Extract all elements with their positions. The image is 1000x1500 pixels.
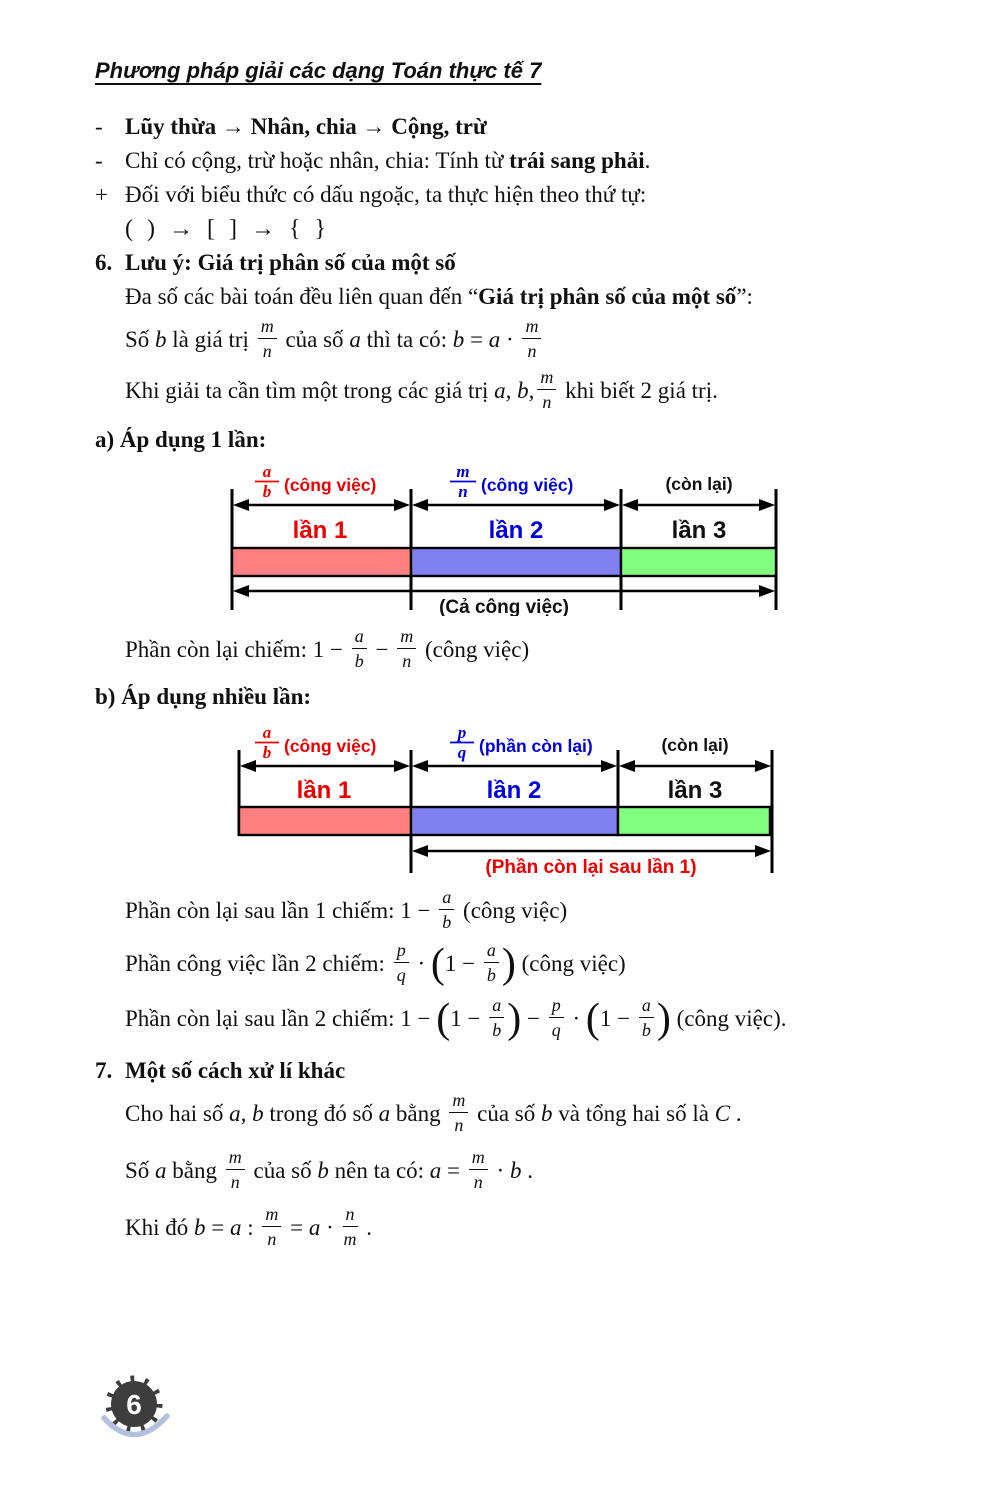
text-run: Giá trị phân số của một số (478, 284, 737, 309)
formula-work-round-2 (125, 940, 950, 987)
text-run: Cho hai số (125, 1100, 230, 1126)
math-var: a, b (229, 1100, 264, 1126)
bar-lan-2 (411, 548, 621, 576)
text-run: 1 − (599, 1005, 636, 1031)
math-fraction: $\frac{a}{b}$ (439, 888, 454, 931)
text-run: 1 − (400, 897, 437, 923)
fraction-numerator: a (262, 464, 272, 481)
section-6-heading (95, 246, 950, 280)
math-fraction: $\frac{a}{b}$ (639, 996, 654, 1039)
close-paren: ) (656, 995, 671, 1042)
segment-1-label (255, 464, 376, 501)
text-run: trái sang phải (509, 148, 645, 173)
text-run: · (411, 950, 431, 976)
math-fraction: $\frac{a}{b}$ (484, 941, 499, 984)
section-number: 6. (95, 250, 113, 275)
fraction-denominator: b (262, 482, 272, 501)
text-run: của số (247, 1157, 318, 1183)
bar-lan-1 (232, 548, 411, 576)
text-run: bằng (166, 1157, 223, 1183)
text-run: thì ta có: (360, 326, 453, 352)
text-run: 1 − (450, 1005, 487, 1031)
lan-1-label: lần 1 (292, 517, 348, 544)
text-run: · (320, 1214, 340, 1240)
text-run: : (241, 1214, 260, 1240)
text-run: = (205, 1214, 230, 1240)
text-run: Chỉ có cộng, trừ hoặc nhân, chia: Tính từ (125, 148, 510, 173)
segment-arrows (240, 760, 771, 772)
text-run: Số (125, 326, 156, 352)
text-run: Đa số các bài toán đều liên quan đến “ (125, 284, 479, 309)
segment-3-label: (còn lại) (665, 474, 733, 494)
text-run: của số (279, 326, 350, 352)
math-fraction: $\frac{a}{b}$ (489, 996, 504, 1039)
work-fraction-diagram-1 (230, 464, 778, 616)
text-run: Phần công việc lần 2 chiếm: (125, 950, 391, 976)
text-run: Phần còn lại sau lần 2 chiếm: (125, 1005, 401, 1031)
text-run: = (284, 1214, 309, 1240)
math-fraction: $\frac{m}{n}$ (226, 1148, 245, 1191)
text-run: 1 − (400, 1005, 437, 1031)
text-run: . (730, 1100, 742, 1126)
segment-caption: (công việc) (284, 475, 377, 495)
lan-2-label: lần 2 (486, 777, 542, 804)
text-run: (công việc) (515, 950, 626, 976)
segment-3-label: (còn lại) (661, 735, 729, 755)
bar-lan-2 (411, 807, 618, 835)
text-run: và tổng hai số là (552, 1100, 715, 1126)
math-var: a (308, 1214, 321, 1240)
text-run: · (490, 1157, 510, 1183)
fraction-denominator: q (457, 743, 467, 762)
bar-lan-3 (621, 548, 776, 576)
math-var: b (155, 326, 167, 352)
math-var: a (429, 1157, 442, 1183)
open-paren: ( (585, 995, 600, 1042)
math-fraction: $\frac{m}{n}$ (522, 317, 541, 360)
text-run: (công việc) (419, 636, 530, 662)
formula-remainder-1 (125, 626, 950, 673)
text-run: Khi đó (125, 1214, 194, 1240)
text-run: = (441, 1157, 466, 1183)
fraction-numerator: a (262, 725, 272, 742)
fraction-numerator: m (456, 464, 470, 481)
text-run: 1 − (312, 636, 349, 662)
segment-1-label (255, 725, 376, 762)
math-fraction: $\frac{m}{n}$ (397, 627, 416, 670)
text-run: . (360, 1214, 373, 1240)
section-7-heading (95, 1054, 950, 1088)
lan-3-label: lần 3 (671, 517, 727, 544)
math-var: a (488, 326, 501, 352)
math-var: b (509, 1157, 522, 1183)
open-paren: ( (430, 940, 445, 987)
section-title: Một số cách xử lí khác (125, 1058, 346, 1083)
text-run: . (644, 148, 651, 173)
math-fraction: $\frac{p}{q}$ (549, 996, 564, 1039)
math-var: b (194, 1214, 206, 1240)
text-run: Số (125, 1157, 156, 1183)
math-fraction: $\frac{m}{n}$ (449, 1091, 468, 1134)
bullet-marker: + (95, 182, 108, 207)
text-run: nên ta có: (328, 1157, 430, 1183)
math-fraction: $\frac{m}{n}$ (262, 1205, 281, 1248)
segment-caption: (phần còn lại) (479, 736, 593, 756)
subsection-a-heading: a) Áp dụng 1 lần: (95, 427, 267, 452)
segment-caption: (công việc) (481, 475, 574, 495)
formula-khi-do (125, 1204, 950, 1251)
formula-remainder-after-2 (125, 995, 950, 1042)
whole-work-label: (Cả công việc) (439, 597, 569, 616)
page-header-title: Phương pháp giải các dạng Toán thực tế 7 (95, 58, 542, 83)
text-run: Lũy thừa → Nhân, chia → Cộng, trừ (125, 114, 487, 139)
math-var: a, b, (494, 377, 535, 403)
bullet-marker: - (95, 148, 103, 173)
math-fraction: $\frac{m}{n}$ (258, 317, 277, 360)
text-run: bằng (390, 1100, 447, 1126)
intro-bullet-1 (95, 110, 950, 144)
text-run: 1 − (444, 950, 481, 976)
math-var: b (317, 1157, 329, 1183)
text-run: Phần còn lại chiếm: (125, 636, 313, 662)
text-run: là giá trị (166, 326, 255, 352)
text-run: = (464, 326, 489, 352)
formula-line-so-b (125, 316, 950, 363)
math-var: a (155, 1157, 167, 1183)
math-fraction: $\frac{n}{m}$ (343, 1204, 357, 1249)
formula-so-a-bang (125, 1147, 950, 1194)
text-run: Phần còn lại sau lần 1 chiếm: (125, 897, 401, 923)
formula-cho-hai-so (125, 1090, 950, 1137)
bracket-order-line: ( ) → [ ] → { } (125, 216, 331, 242)
subsection-b-heading: b) Áp dụng nhiều lần: (95, 684, 312, 709)
text-run: khi biết 2 giá trị. (559, 377, 718, 403)
segment-caption: (công việc) (284, 736, 377, 756)
close-paren: ) (501, 940, 516, 987)
text-run: − (521, 1005, 546, 1031)
text-run: − (369, 636, 395, 662)
text-run: · (500, 326, 520, 352)
close-paren: ) (507, 995, 522, 1042)
text-run: (công việc) (457, 897, 568, 923)
work-fraction-diagram-2 (237, 725, 774, 877)
lan-3-label: lần 3 (667, 777, 723, 804)
remainder-arrow (412, 845, 771, 857)
text-run: của số (471, 1100, 541, 1126)
math-fraction: $\frac{p}{q}$ (394, 941, 409, 984)
text-run: Đối với biểu thức có dấu ngoặc, ta thực hiện theo thứ tự: (125, 182, 647, 207)
math-fraction: $\frac{a}{b}$ (352, 627, 367, 670)
intro-bullet-2 (95, 144, 950, 178)
math-var: a (229, 1214, 242, 1240)
fraction-denominator: n (458, 482, 468, 501)
text-run: trong đó số (263, 1100, 379, 1126)
whole-work-arrow (233, 585, 775, 597)
segment-2-label (450, 464, 573, 501)
section-title: Lưu ý: Giá trị phân số của một số (125, 250, 456, 275)
text-run: (công việc). (670, 1005, 787, 1031)
text-run: · (566, 1005, 586, 1031)
math-var: b (540, 1100, 553, 1126)
intro-bullet-3 (95, 178, 950, 212)
math-fraction: $\frac{m}{n}$ (469, 1148, 488, 1191)
lan-1-label: lần 1 (296, 777, 352, 804)
math-var: a (378, 1100, 391, 1126)
fraction-denominator: b (262, 743, 272, 762)
text-run: . (521, 1157, 533, 1183)
section-6-paragraph (125, 280, 950, 314)
math-var: a (349, 326, 361, 352)
page-number: 6 (126, 1389, 142, 1420)
formula-remainder-after-1 (125, 887, 950, 934)
section-number: 7. (95, 1058, 113, 1083)
remainder-label: (Phần còn lại sau lần 1) (485, 857, 697, 877)
math-var: C (714, 1100, 731, 1126)
open-paren: ( (436, 995, 451, 1042)
text-run: ”: (736, 284, 753, 309)
math-fraction: $\frac{m}{n}$ (537, 368, 556, 411)
bullet-marker: - (95, 114, 103, 139)
formula-line-khi-giai (125, 367, 950, 414)
segment-arrows (233, 499, 775, 511)
math-var: b (452, 326, 465, 352)
segment-2-label (450, 725, 593, 762)
page-number-gear-icon (94, 1372, 190, 1456)
text-run: Khi giải ta cần tìm một trong các giá trị (125, 377, 495, 403)
bar-lan-1 (239, 807, 411, 835)
fraction-numerator: p (457, 725, 467, 742)
lan-2-label: lần 2 (488, 517, 544, 544)
bar-lan-3 (618, 807, 770, 835)
